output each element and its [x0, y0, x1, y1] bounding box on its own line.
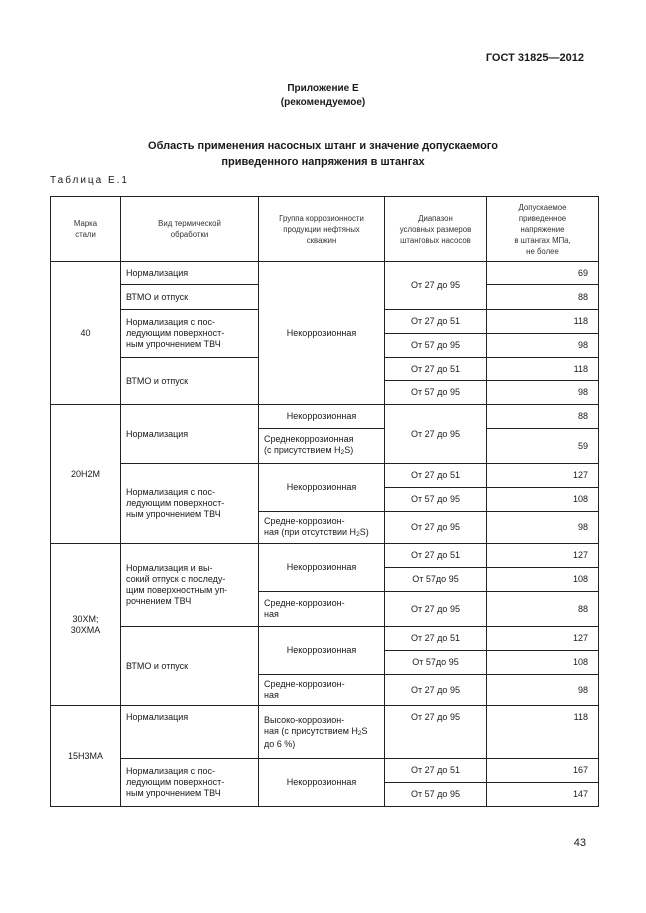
- cell-group: Некоррозионная: [259, 405, 385, 429]
- cell-steel: 15Н3МА: [51, 706, 121, 807]
- cell-stress: 108: [487, 568, 599, 592]
- cell-group: Средне-коррозион- ная (при отсутствии $H_2S$): [259, 512, 385, 544]
- cell-stress: 59: [487, 429, 599, 464]
- cell-group: Средне-коррозион- ная: [259, 675, 385, 706]
- cell-stress: 118: [487, 706, 599, 759]
- cell-range: От 57до 95: [385, 568, 487, 592]
- document-title: [0, 138, 646, 170]
- title-line-1: Область применения насосных штанг и значение допускаемого: [148, 140, 498, 152]
- cell-steel: 40: [51, 262, 121, 405]
- cell-range: От 27 до 95: [385, 405, 487, 464]
- cell-range: От 27 до 95: [385, 262, 487, 310]
- cell-heat: Нормализация с пос- ледующим поверхност- ным упрочнением ТВЧ: [121, 310, 259, 358]
- cell-stress: 108: [487, 651, 599, 675]
- table-row: [51, 627, 599, 651]
- cell-stress: 118: [487, 310, 599, 334]
- header-corrosion-group: Группа коррозионности продукции нефтяных скважин: [259, 197, 385, 262]
- cell-heat: Нормализация и вы- сокий отпуск с последу- щим поверхностным уп- рочнением ТВЧ: [121, 544, 259, 627]
- cell-range: От 27 до 51: [385, 310, 487, 334]
- cell-heat: ВТМО и отпуск: [121, 285, 259, 310]
- application-table: [50, 196, 599, 807]
- standard-id: ГОСТ 31825—2012: [485, 52, 584, 64]
- table-row: [51, 706, 599, 759]
- cell-stress: 88: [487, 592, 599, 627]
- cell-range: От 27 до 95: [385, 592, 487, 627]
- cell-stress: 127: [487, 544, 599, 568]
- cell-heat: Нормализация с пос- ледующим поверхност- ным упрочнением ТВЧ: [121, 759, 259, 807]
- table-label: Таблица Е.1: [50, 175, 129, 186]
- cell-stress: 98: [487, 381, 599, 405]
- cell-range: От 27 до 51: [385, 464, 487, 488]
- cell-stress: 127: [487, 464, 599, 488]
- table-header-row: [51, 197, 599, 262]
- cell-stress: 127: [487, 627, 599, 651]
- cell-range: От 27 до 51: [385, 759, 487, 783]
- cell-range: От 27 до 95: [385, 512, 487, 544]
- cell-range: От 57 до 95: [385, 334, 487, 358]
- cell-stress: 98: [487, 334, 599, 358]
- annex-heading: [0, 82, 646, 110]
- cell-stress: 118: [487, 358, 599, 381]
- cell-range: От 27 до 95: [385, 675, 487, 706]
- cell-range: От 57 до 95: [385, 381, 487, 405]
- page-number: 43: [573, 837, 586, 849]
- cell-group: Средне-коррозион- ная: [259, 592, 385, 627]
- cell-stress: 98: [487, 512, 599, 544]
- table-row: [51, 405, 599, 429]
- header-allowed-stress: Допускаемое приведенное напряжение в штангах МПа, не более: [487, 197, 599, 262]
- cell-range: От 27 до 51: [385, 627, 487, 651]
- cell-stress: 98: [487, 675, 599, 706]
- cell-stress: 147: [487, 783, 599, 807]
- cell-stress: 167: [487, 759, 599, 783]
- cell-range: От 27 до 51: [385, 544, 487, 568]
- cell-stress: 88: [487, 405, 599, 429]
- cell-group: Некоррозионная: [259, 627, 385, 675]
- cell-group: Некоррозионная: [259, 262, 385, 405]
- header-heat-treatment: Вид термической обработки: [121, 197, 259, 262]
- cell-group: Некоррозионная: [259, 759, 385, 807]
- cell-heat: Нормализация с пос- ледующим поверхност- ным упрочнением ТВЧ: [121, 464, 259, 544]
- title-line-2: приведенного напряжения в штангах: [221, 156, 425, 168]
- cell-range: От 27 до 95: [385, 706, 487, 759]
- cell-steel: 20Н2М: [51, 405, 121, 544]
- cell-group: Среднекоррозионная (с присутствием $H_2S$): [259, 429, 385, 464]
- cell-range: От 57до 95: [385, 651, 487, 675]
- table-row: [51, 262, 599, 285]
- cell-stress: 108: [487, 488, 599, 512]
- cell-heat: Нормализация: [121, 262, 259, 285]
- cell-group: Некоррозионная: [259, 544, 385, 592]
- cell-heat: ВТМО и отпуск: [121, 627, 259, 706]
- header-steel: Марка стали: [51, 197, 121, 262]
- header-pump-range: Диапазон условных размеров штанговых насосов: [385, 197, 487, 262]
- table-row: [51, 759, 599, 783]
- cell-range: От 27 до 51: [385, 358, 487, 381]
- cell-steel: 30ХМ; 30ХМА: [51, 544, 121, 706]
- cell-heat: Нормализация: [121, 706, 259, 759]
- cell-stress: 88: [487, 285, 599, 310]
- cell-stress: 69: [487, 262, 599, 285]
- cell-range: От 57 до 95: [385, 783, 487, 807]
- table-row: [51, 464, 599, 488]
- annex-status: (рекомендуемое): [280, 97, 366, 108]
- cell-heat: ВТМО и отпуск: [121, 358, 259, 405]
- cell-range: От 57 до 95: [385, 488, 487, 512]
- annex-title: Приложение Е: [287, 83, 359, 94]
- cell-group: Некоррозионная: [259, 464, 385, 512]
- cell-group: Высоко-коррозион- ная (с присутствием $H_2S$ до 6 %): [259, 706, 385, 759]
- cell-heat: Нормализация: [121, 405, 259, 464]
- table-row: [51, 544, 599, 568]
